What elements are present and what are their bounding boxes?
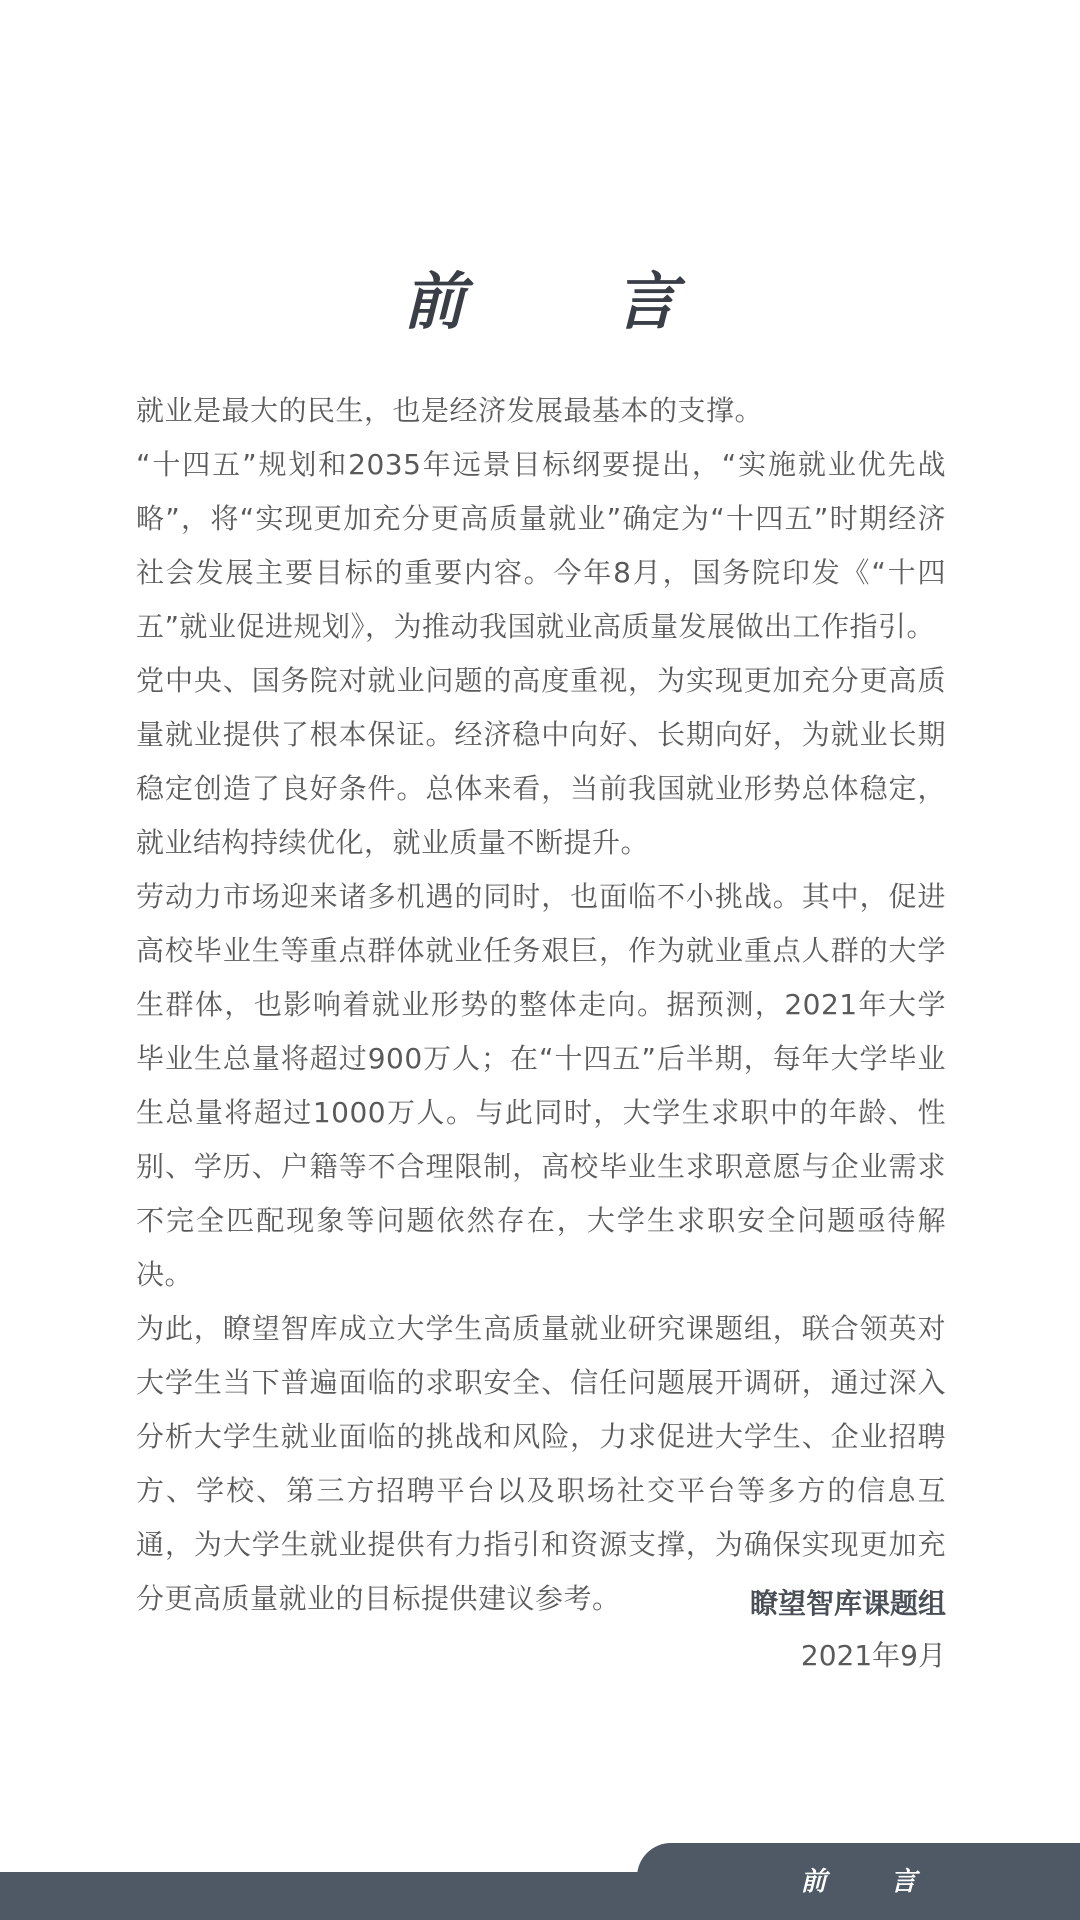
paragraph-4: 劳动力市场迎来诸多机遇的同时，也面临不小挑战。其中，促进高校毕业生等重点群体就业任务艰巨，作为就业重点人群的大学生群体，也影响着就业形势的整体走向。据预测，2021年大学毕业生总量将超过900万人；在“十四五”后半期，每年大学毕业生总量将超过1000万人。与此同时，大学生求职中的年龄、性别、学历、户籍等不合理限制，高校毕业生求职意愿与企业需求不完全匹配现象等问题依然存在，大学生求职安全问题亟待解决。 bbox=[136, 880, 946, 1291]
page-title-char-1: 前 bbox=[402, 265, 465, 338]
page-title-char-2: 言 bbox=[615, 265, 678, 338]
paragraph-5: 为此，瞭望智库成立大学生高质量就业研究课题组，联合领英对大学生当下普遍面临的求职安全、信任问题展开调研，通过深入分析大学生就业面临的挑战和风险，力求促进大学生、企业招聘方、学校、第三方招聘平台以及职场社交平台等多方的信息互通，为大学生就业提供有力指引和资源支撑，为确保实现更加充分更高质量就业的目标提供建议参考。 bbox=[136, 1312, 946, 1615]
paragraph-1: 就业是最大的民生，也是经济发展最基本的支撑。 bbox=[136, 394, 764, 427]
footer-label-char-1: 前 bbox=[800, 1867, 827, 1897]
footer-section-label bbox=[637, 1852, 1080, 1912]
page-title bbox=[0, 262, 1080, 342]
footer-label-char-2: 言 bbox=[890, 1867, 917, 1897]
paragraph-3: 党中央、国务院对就业问题的高度重视，为实现更加充分更高质量就业提供了根本保证。经济稳中向好、长期向好，为就业长期稳定创造了良好条件。总体来看，当前我国就业形势总体稳定，就业结构持续优化，就业质量不断提升。 bbox=[136, 664, 946, 859]
signature-date: 2021年9月 bbox=[800, 1639, 946, 1672]
paragraph-2: “十四五”规划和2035年远景目标纲要提出，“实施就业优先战略”，将“实现更加充分更高质量就业”确定为“十四五”时期经济社会发展主要目标的重要内容。今年8月，国务院印发《“十四五”就业促进规划》，为推动我国就业高质量发展做出工作指引。 bbox=[136, 448, 946, 643]
signature-organization: 瞭望智库课题组 bbox=[749, 1587, 946, 1620]
preface-body bbox=[136, 384, 946, 1626]
